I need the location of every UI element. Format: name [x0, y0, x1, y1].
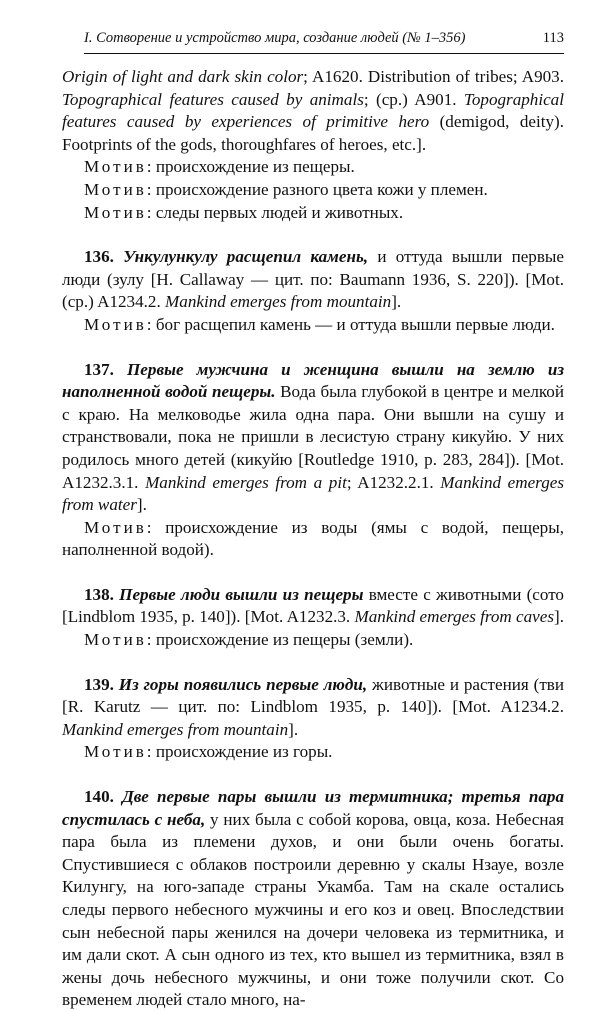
page-body [62, 66, 564, 1012]
motif-ref: Topographical features caused by animals [62, 89, 364, 109]
entry-number: 140. [84, 787, 114, 807]
entry-text: у них была с собой корова, овца, коза. Небесная пара была из племени духов, и они были очень богаты. Спустившиеся с облаков построили деревню у скалы Нзауе, возле Килунгу, на юго-западе страны Укамба. Там на скале остались следы первого небесного мужчины и его коз и овец. Впоследствии сын небесной пары женился на дочери человека из термитника, и им дали скот. А сын одного из тех, кто вышел из термитника, взял в жены дочь небесного мужчины, и они тоже получили скот. Со временем людей стало много, на- [62, 809, 564, 1010]
motif-ref: Mankind emerges from water [62, 472, 564, 515]
intro-paragraph [62, 66, 564, 156]
header-rule [84, 53, 564, 54]
entry-title: Первые мужчина и женщина вышли на землю из наполненной водой пещеры. [62, 359, 564, 402]
motif-line [62, 156, 564, 179]
entry-text: Вода была глубокой в центре и мелкой с краю. На мелководье жила одна пара. Они вышли на сушу и странствовали, пока не пришли в лесистую страну кикуйю. У них родилось много детей (кикуйю [Routledge 1910, p. 283, 284]). [Mot. A1232.3.1. [62, 382, 564, 492]
motif-label: Мотив : [84, 180, 152, 199]
page-number: 113 [542, 30, 564, 46]
motif-text: происхождение из воды (ямы с водой, пещеры, наполненной водой). [62, 517, 564, 560]
motif-label: Мотив : [84, 518, 152, 537]
entry-title: Две первые пары вышли из термитника; третья пара спустилась с неба, [62, 787, 565, 829]
motif-text: происхождение из горы. [151, 742, 333, 762]
entry-number: 137. [84, 359, 114, 379]
motif-text: происхождение из пещеры (земли). [151, 630, 414, 650]
entry-title: Ункулункулу расщепил камень, [123, 247, 369, 267]
entry-139 [62, 674, 564, 742]
motif-line [62, 202, 564, 225]
motif-label: Мотив : [84, 315, 152, 334]
entry-text: ; A1232.2.1. [346, 472, 441, 492]
entry-number: 139. [84, 674, 114, 694]
motif-label: Мотив : [84, 203, 152, 222]
entry-137 [62, 359, 564, 517]
motif-line [62, 741, 564, 764]
motif-text: происхождение из пещеры. [151, 157, 355, 177]
motif-label: Мотив : [84, 157, 152, 176]
running-header-title: I. Сотворение и устройство мира, создание людей (№ 1–356) [84, 30, 466, 46]
running-header [84, 30, 564, 47]
entry-title: Из горы появились первые люди, [118, 674, 368, 694]
motif-ref: Mankind emerges from a pit [145, 472, 347, 492]
intro-text: (demigod, deity). Footprints of the gods, thoroughfares of heroes, etc.]. [62, 112, 564, 154]
entry-text: ]. [136, 495, 147, 515]
motif-ref: Origin of light and dark skin color [62, 67, 304, 86]
entry-138 [62, 584, 564, 629]
motif-text: бог расщепил камень — и оттуда вышли первые люди. [151, 314, 555, 334]
entry-136 [62, 246, 564, 314]
intro-text: ; (cp.) A901. [363, 89, 457, 109]
entry-text: и оттуда вышли первые люди (зулу [H. Callaway — цит. по: Baumann 1936, S. 220]). [Mot. (cp.) A1234.2. [62, 247, 564, 312]
motif-line [62, 179, 564, 202]
entry-title: Первые люди вышли из пещеры [119, 584, 364, 604]
motif-text: следы первых людей и животных. [151, 202, 404, 222]
motif-text: происхождение разного цвета кожи у племен. [151, 179, 488, 199]
motif-ref: Topographical features caused by experiences of primitive hero [62, 89, 564, 132]
motif-ref: Mankind emerges from mountain [165, 292, 392, 312]
motif-ref: Mankind emerges from mountain [62, 719, 289, 739]
entry-number: 136. [84, 247, 114, 267]
motif-line [62, 629, 564, 652]
motif-line [62, 517, 564, 562]
entry-text: ]. [288, 719, 299, 739]
entry-text: ]. [391, 292, 402, 312]
motif-label: Мотив : [84, 742, 152, 761]
motif-ref: Mankind emerges from caves [354, 607, 555, 627]
entry-text: ]. [554, 607, 564, 627]
motif-label: Мотив : [84, 630, 152, 649]
entry-text: вместе с животными (сото [Lindblom 1935, p. 140]). [Mot. A1232.3. [62, 584, 564, 627]
entry-text: животные и растения (тви [R. Karutz — цит. по: Lindblom 1935, p. 140]). [Mot. A1234.2. [62, 674, 565, 717]
intro-text: ; A1620. Distribution of tribes; A903. [303, 67, 564, 86]
motif-line [62, 314, 564, 337]
entry-number: 138. [84, 584, 114, 604]
entry-140 [62, 786, 564, 1012]
